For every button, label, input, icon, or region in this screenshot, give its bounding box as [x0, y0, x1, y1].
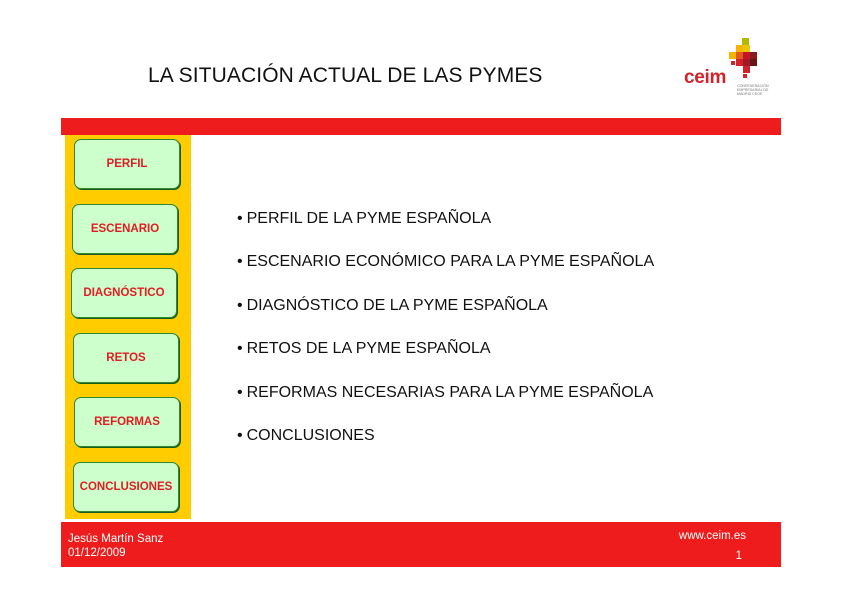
sidebar-item-perfil[interactable] — [74, 139, 180, 189]
ceim-logo — [684, 36, 784, 108]
sidebar-item-label: ESCENARIO — [90, 223, 160, 235]
footer-author: Jesús Martín Sanz — [68, 533, 164, 545]
bullet-icon: • — [237, 296, 243, 314]
bullet-icon: • — [237, 253, 243, 271]
sidebar-item-diagnostico[interactable] — [71, 268, 177, 318]
sidebar-item-label: DIAGNÓSTICO — [83, 287, 165, 299]
header-divider-bar — [61, 118, 781, 135]
list-item: • RETOS DE LA PYME ESPAÑOLA — [237, 340, 491, 358]
sidebar-item-label: CONCLUSIONES — [79, 481, 173, 493]
sidebar-item-retos[interactable] — [73, 333, 179, 383]
list-item: • DIAGNÓSTICO DE LA PYME ESPAÑOLA — [237, 296, 548, 314]
footer-url-link[interactable]: www.ceim.es — [678, 530, 746, 542]
bullet-icon: • — [237, 340, 243, 358]
list-item: • CONCLUSIONES — [237, 426, 375, 444]
bullet-icon: • — [237, 426, 243, 444]
page-number: 1 — [735, 550, 742, 562]
sidebar-item-conclusiones[interactable] — [73, 462, 179, 512]
agenda-list — [237, 209, 757, 469]
list-item: • ESCENARIO ECONÓMICO PARA LA PYME ESPAÑOLA — [237, 253, 655, 271]
bullet-icon: • — [237, 210, 243, 227]
footer-date: 01/12/2009 — [68, 547, 126, 559]
sidebar-item-label: REFORMAS — [94, 416, 160, 428]
page-title: LA SITUACIÓN ACTUAL DE LAS PYMES — [148, 64, 543, 87]
list-item: • PERFIL DE LA PYME ESPAÑOLA — [237, 210, 492, 227]
bullet-icon: • — [237, 383, 243, 401]
ceim-logo-text: ceim — [684, 67, 727, 88]
sidebar-item-reformas[interactable] — [74, 397, 180, 447]
footer-bar — [61, 522, 781, 567]
list-item: • REFORMAS NECESARIAS PARA LA PYME ESPAÑOLA — [237, 383, 654, 401]
sidebar-item-label: PERFIL — [106, 158, 148, 170]
sidebar-item-label: RETOS — [106, 352, 146, 364]
sidebar-item-escenario[interactable] — [72, 204, 178, 254]
ceim-logo-subtitle: CONFEDERACIÓN EMPRESARIAL DE MADRID CEOE — [737, 84, 769, 97]
sidebar-nav — [65, 135, 191, 519]
